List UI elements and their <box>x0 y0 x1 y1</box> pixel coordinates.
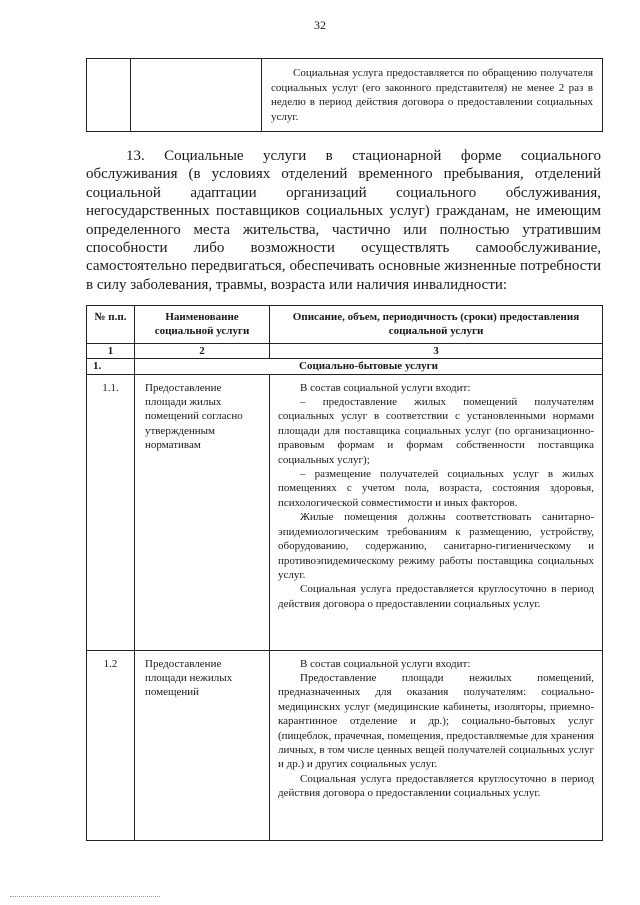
page-number: 32 <box>314 18 326 32</box>
continuation-table <box>86 58 603 132</box>
column-number: 1 <box>87 343 135 358</box>
column-number: 3 <box>270 343 603 358</box>
desc-paragraph: Предоставление площади нежилых помещений, предназначенных для оказания получателям: социально-медицинских услуг (медицинские кабинеты, изоляторы, приемно-карантинное отделение и др.); социально-бытовых услуг (пищеблок, прачечная, помещения, предоставляемые для хранения личных, в том числе ценных вещей получателей социальных услуг и др.) и других социальных услуг. <box>278 672 594 771</box>
desc-paragraph: Социальная услуга предоставляется круглосуточно в период действия договора о предоставлении социальных услуг. <box>278 583 594 610</box>
row-number: 1.1. <box>87 374 135 650</box>
continuation-text: Социальная услуга предоставляется по обращению получателя социальных услуг (его законного представителя) не менее 2 раз в неделю в период действия договора о предоставлении социальных услуг. <box>271 67 593 123</box>
table-row <box>87 374 603 650</box>
column-numbers-row <box>87 343 603 358</box>
empty-num-cell <box>87 59 131 132</box>
services-table <box>86 305 603 841</box>
desc-paragraph: Социальная услуга предоставляется круглосуточно в период действия договора о предоставлении социальных услуг. <box>278 772 594 800</box>
row-number: 1.2 <box>87 650 135 840</box>
empty-name-cell <box>131 59 262 132</box>
section-title: Социально-бытовые услуги <box>135 359 603 374</box>
continuation-desc-cell <box>262 59 603 132</box>
service-description <box>270 374 603 650</box>
desc-paragraph: В состав социальной услуги входит: <box>300 381 471 394</box>
service-name: Предоставление площади нежилых помещений <box>135 650 270 840</box>
desc-paragraph: В состав социальной услуги входит: <box>300 657 471 670</box>
service-name: Предоставление площади жилых помещений согласно утвержденным нормативам <box>135 374 270 650</box>
footer-divider <box>10 896 160 897</box>
service-description <box>270 650 603 840</box>
section-number: 1. <box>87 359 135 374</box>
table-header-row <box>87 306 603 344</box>
column-number: 2 <box>135 343 270 358</box>
desc-paragraph: – предоставление жилых помещений получателям социальных услуг в соответствии с установленными нормами площади для поставщика социальных услуг (по организационно-правовым формам и формам собственности поставщика социальных услуг); <box>278 396 594 466</box>
desc-paragraph: – размещение получателей социальных услуг в жилых помещениях с учетом пола, возраста, состояния здоровья, психологической совместимости и иных факторов. <box>278 468 594 509</box>
header-num: № п.п. <box>87 306 135 344</box>
intro-paragraph: 13. Социальные услуги в стационарной форме социального обслуживания (в условиях отделений временного пребывания, отделений социальной адаптации организаций социального обслуживания, негосударственных поставщиков социальных услуг) гражданам, не имеющим определенного места жительства, частично или полностью утратившим способности либо возможности осуществлять самообслуживание, самостоятельно передвигаться, обеспечивать основные жизненные потребности в силу заболевания, травмы, возраста или наличия инвалидности: <box>86 148 601 293</box>
desc-paragraph: Жилые помещения должны соответствовать санитарно-эпидемиологическим требованиям к размещению, устройству, оборудованию, содержанию, санитарно-гигиеническому и противоэпидемическому режиму работы поставщика социальных услуг. <box>278 511 594 581</box>
header-desc: Описание, объем, периодичность (сроки) предоставления социальной услуги <box>270 306 603 344</box>
header-name: Наименование социальной услуги <box>135 306 270 344</box>
table-row <box>87 59 603 132</box>
section-row <box>87 359 603 374</box>
table-row <box>87 650 603 840</box>
